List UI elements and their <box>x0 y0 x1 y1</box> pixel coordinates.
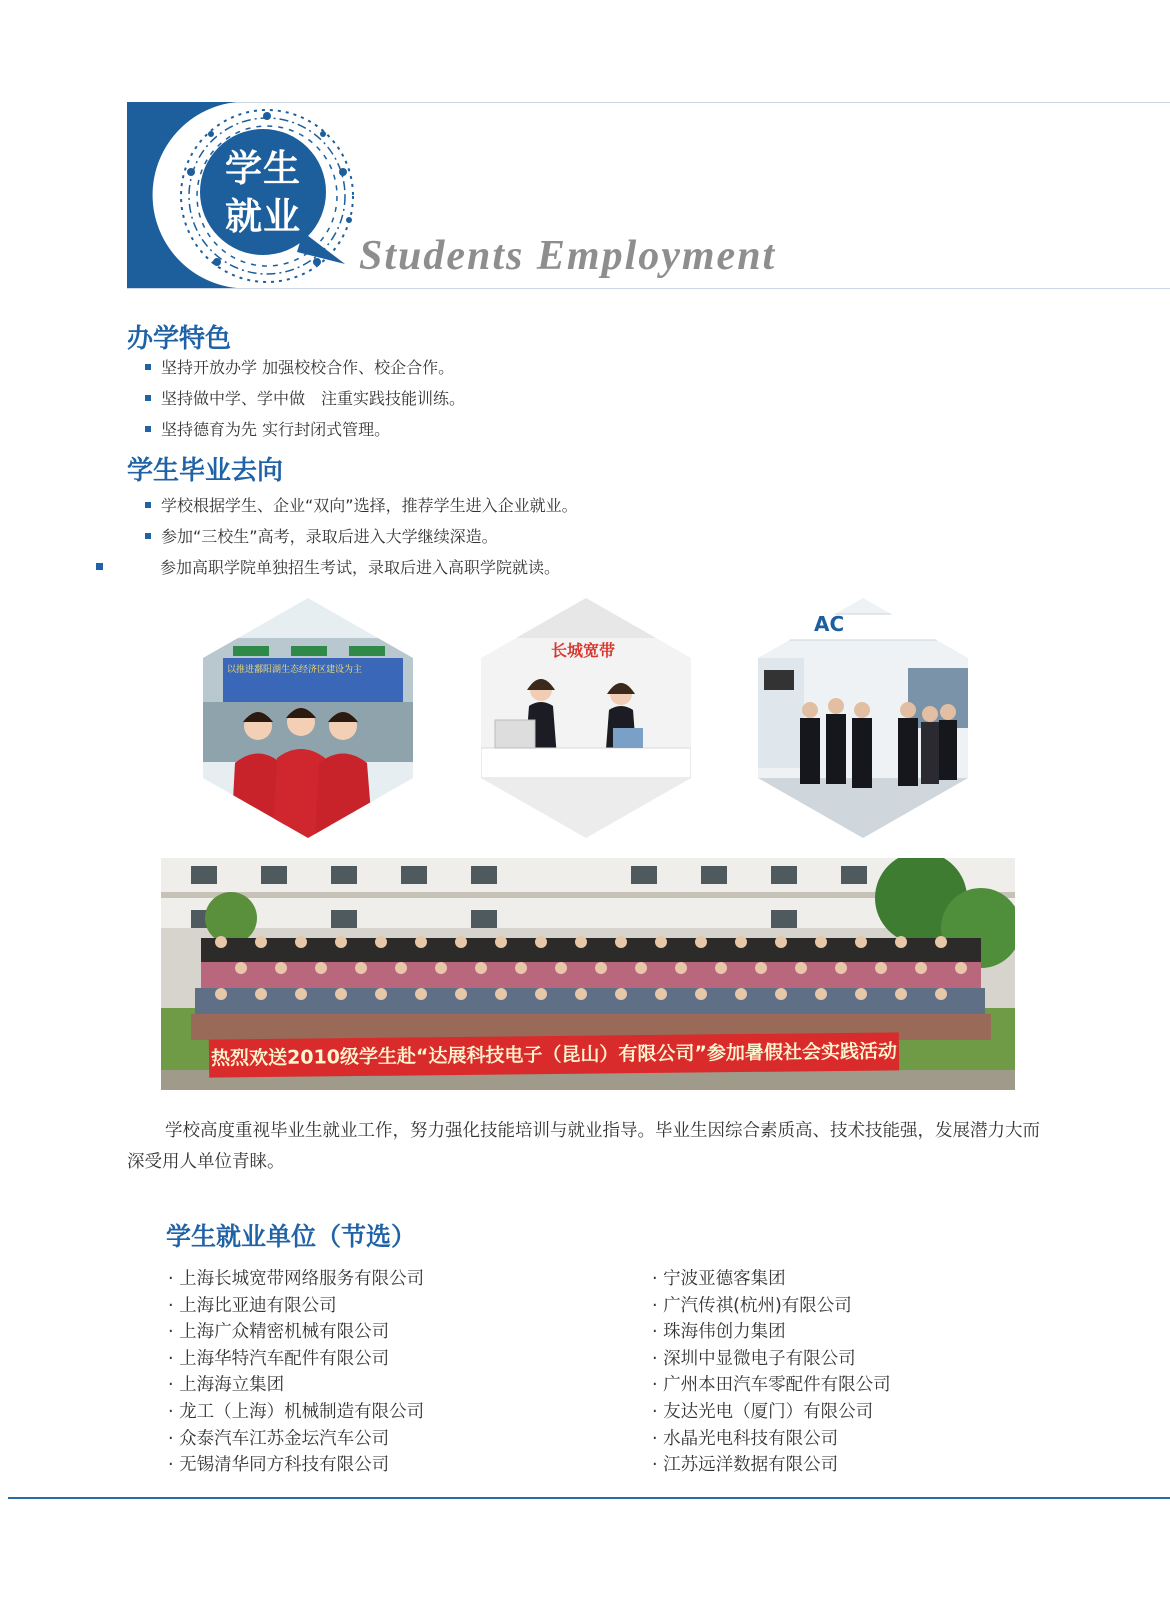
features-list <box>145 352 465 445</box>
list-item: · 宁波亚德客集团 <box>652 1269 786 1289</box>
list-item: · 众泰汽车江苏金坛汽车公司 <box>168 1428 390 1449</box>
group-photo <box>161 858 1015 1090</box>
employment-paragraph: 学校高度重视毕业生就业工作，努力强化技能培训与就业指导。毕业生因综合素质高、技术技能强，发展潜力大而深受用人单位青睐。 <box>127 1121 1040 1172</box>
bullet-square-icon <box>96 563 103 570</box>
list-item: · 上海长城宽带网络服务有限公司 <box>168 1269 425 1289</box>
employers-list-left <box>168 1266 424 1479</box>
list-item: · 水晶光电科技有限公司 <box>652 1428 839 1449</box>
list-item: · 上海比亚迪有限公司 <box>168 1295 337 1316</box>
hex-sign-text: AC <box>814 612 845 636</box>
bullet-square-icon <box>145 395 151 401</box>
list-item: · 江苏远洋数据有限公司 <box>652 1455 839 1476</box>
list-item: · 无锡清华同方科技有限公司 <box>168 1455 390 1476</box>
badge-line-2: 就业 <box>225 194 301 238</box>
destinations-title: 学生毕业去向 <box>127 456 284 486</box>
hex-sign-text: 长城宽带 <box>551 641 616 660</box>
list-item: · 上海华特汽车配件有限公司 <box>168 1348 390 1369</box>
badge-title <box>213 144 313 240</box>
list-item: 坚持德育为先 实行封闭式管理。 <box>145 414 465 445</box>
bullet-square-icon <box>145 426 151 432</box>
list-item: · 广州本田汽车零配件有限公司 <box>652 1375 891 1396</box>
employers-list-right <box>652 1266 891 1479</box>
bullet-square-icon <box>145 364 151 370</box>
list-item: · 龙工（上海）机械制造有限公司 <box>168 1401 425 1422</box>
list-item: · 珠海伟创力集团 <box>652 1322 786 1343</box>
bullet-square-icon <box>145 533 151 539</box>
banner-bottom-rule <box>127 288 1170 289</box>
english-title: Students Employment <box>359 233 777 279</box>
bullet-square-icon <box>145 502 151 508</box>
list-item: · 友达光电（厦门）有限公司 <box>652 1401 874 1422</box>
destinations-list <box>145 490 578 552</box>
list-item: 坚持开放办学 加强校校合作、校企合作。 <box>145 352 465 383</box>
list-item: · 广汽传祺(杭州)有限公司 <box>652 1295 852 1316</box>
header-banner <box>127 102 1170 290</box>
list-item: · 上海广众精密机械有限公司 <box>168 1322 390 1343</box>
list-item: 参加“三校生”高考，录取后进入大学继续深造。 <box>145 521 578 552</box>
list-item: 参加高职学院单独招生考试，录取后进入高职学院就读。 <box>160 558 561 577</box>
badge-line-1: 学生 <box>225 146 301 190</box>
hex-sign-text: 以推进鄱阳湖生态经济区建设为主 <box>227 665 363 675</box>
list-item: · 深圳中显微电子有限公司 <box>652 1348 856 1369</box>
group-banner-text: 热烈欢送2010级学生赴“达展科技电子（昆山）有限公司”参加暑假社会实践活动 <box>209 1032 899 1077</box>
bottom-rule <box>8 1497 1170 1499</box>
hex-photo-front-desk <box>481 598 691 838</box>
employers-title: 学生就业单位（节选） <box>166 1222 417 1251</box>
hex-photo-exhibition <box>758 598 968 838</box>
list-item: 学校根据学生、企业“双向”选择，推荐学生进入企业就业。 <box>145 490 578 521</box>
features-title: 办学特色 <box>127 324 232 354</box>
list-item: · 上海海立集团 <box>168 1375 285 1396</box>
list-item: 坚持做中学、学中做 注重实践技能训练。 <box>145 383 465 414</box>
hex-photo-receptionists <box>203 598 413 838</box>
